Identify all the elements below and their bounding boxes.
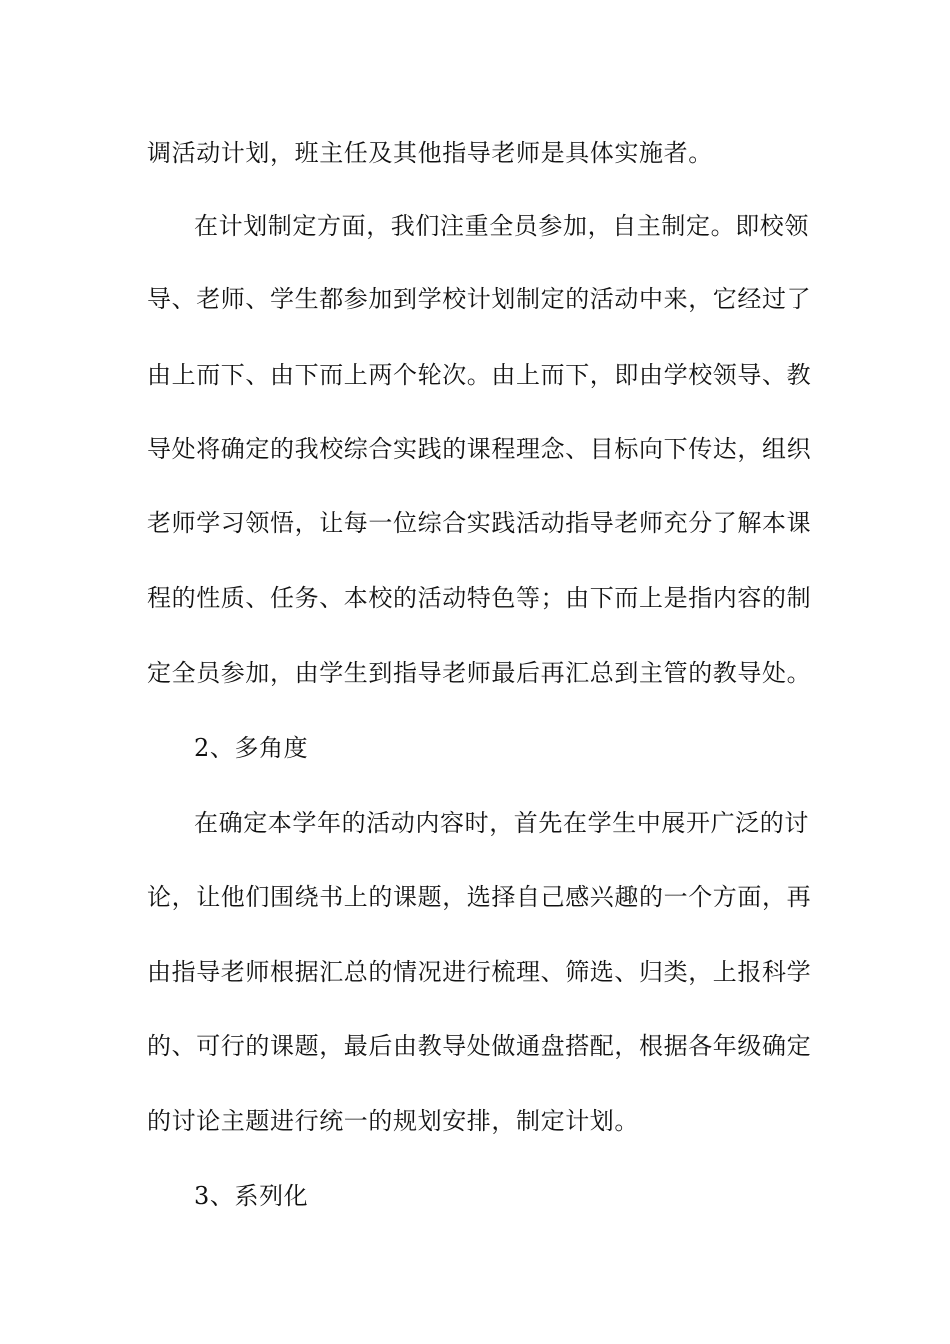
paragraph-line: 程的性质、任务、本校的活动特色等；由下而上是指内容的制 (147, 584, 812, 612)
section-heading: 3、系列化 (194, 1182, 309, 1210)
paragraph-line: 在计划制定方面，我们注重全员参加，自主制定。即校领 (194, 212, 809, 240)
paragraph-line: 在确定本学年的活动内容时，首先在学生中展开广泛的讨 (194, 809, 809, 837)
paragraph-line: 的讨论主题进行统一的规划安排，制定计划。 (147, 1107, 639, 1135)
paragraph-line: 由指导老师根据汇总的情况进行梳理、筛选、归类，上报科学 (147, 958, 812, 986)
paragraph-line: 调活动计划，班主任及其他指导老师是具体实施者。 (147, 139, 713, 167)
paragraph-line: 导、老师、学生都参加到学校计划制定的活动中来，它经过了 (147, 285, 812, 313)
paragraph-line: 的、可行的课题，最后由教导处做通盘搭配，根据各年级确定 (147, 1032, 812, 1060)
paragraph-line: 定全员参加，由学生到指导老师最后再汇总到主管的教导处。 (147, 659, 812, 687)
paragraph-line: 论，让他们围绕书上的课题，选择自己感兴趣的一个方面，再 (147, 883, 812, 911)
section-heading: 2、多角度 (194, 734, 309, 762)
paragraph-line: 导处将确定的我校综合实践的课程理念、目标向下传达，组织 (147, 435, 812, 463)
paragraph-line: 老师学习领悟，让每一位综合实践活动指导老师充分了解本课 (147, 509, 812, 537)
paragraph-line: 由上而下、由下而上两个轮次。由上而下，即由学校领导、教 (147, 361, 812, 389)
